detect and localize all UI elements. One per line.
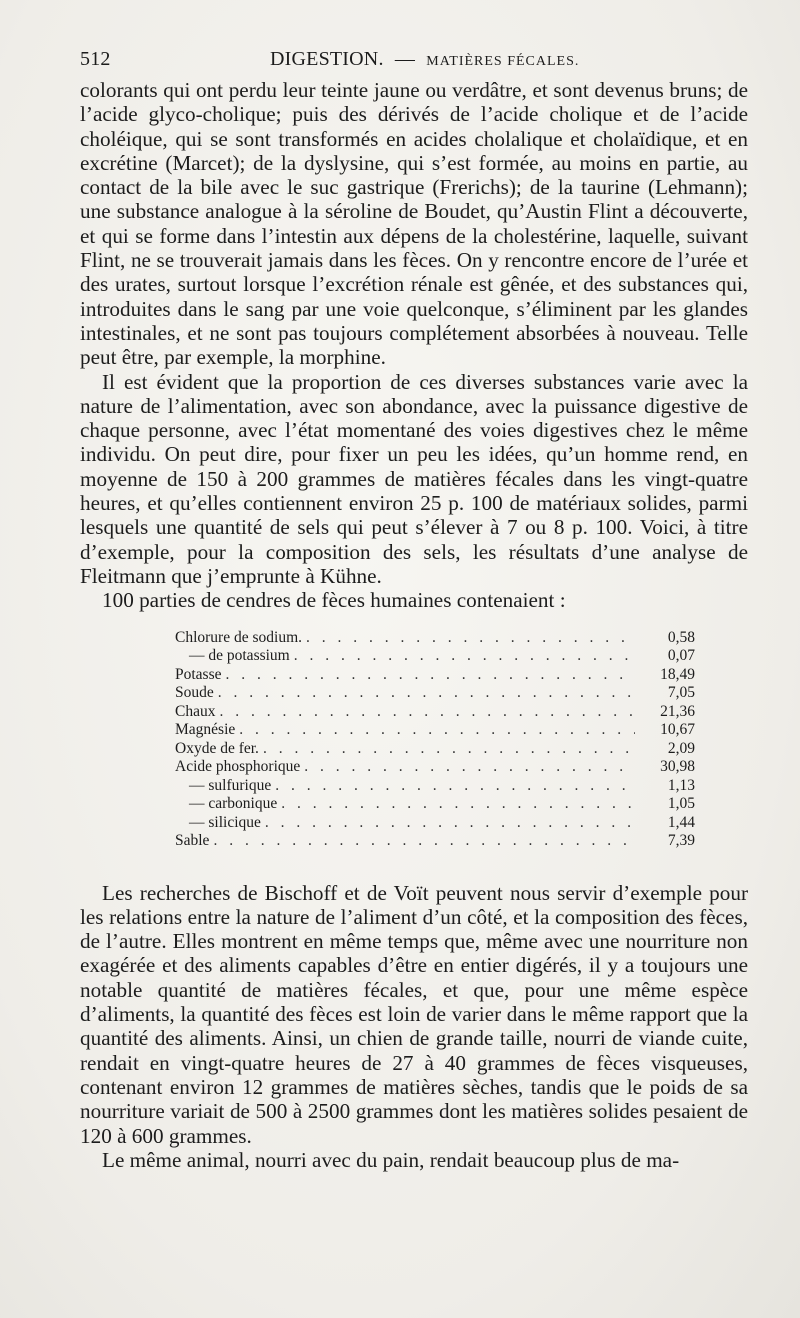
leader-dots (218, 684, 635, 703)
table-row (175, 795, 695, 814)
leader-dots (275, 777, 635, 796)
page-body (80, 78, 748, 1172)
page-number: 512 (80, 48, 111, 70)
ash-composition-table (175, 629, 695, 851)
table-row (175, 629, 695, 648)
header-dash: — (394, 48, 416, 70)
row-value: 1,44 (667, 813, 695, 831)
table-row (175, 666, 695, 685)
row-label: — silicique (189, 813, 261, 831)
table-row (175, 814, 695, 833)
row-label: Oxyde de fer. (175, 739, 259, 757)
table-row (175, 758, 695, 777)
table-row (175, 777, 695, 796)
leader-dots (265, 814, 635, 833)
row-value: 1,13 (667, 776, 695, 794)
running-header (80, 40, 748, 78)
leader-dots (226, 666, 636, 685)
leader-dots (304, 758, 635, 777)
row-label: Soude (175, 684, 214, 702)
table-row (175, 832, 695, 851)
row-label: — sulfurique (189, 776, 272, 794)
row-value: 0,07 (667, 647, 695, 665)
paragraph-continued: colorants qui ont perdu leur teinte jaune ou verdâtre, et sont devenus bruns; de l’acide glyco-cholique; puis des dérivés de l’acide cholique et de l’acide choléique, qui se sont transformés en acides cholalique et cholaïdique, et en excrétine (Marcet); de la dyslysine, qui s’est formée, au moins en partie, au contact de la bile avec le suc gastrique (Frerichs); de la taurine (Lehmann); une substance analogue à la séroline de Boudet, qu’Austin Flint a découverte, et qui se forme dans l’intestin aux dépens de la cholestérine, laquelle, suivant Flint, ne se trouverait jamais dans les fèces. On y rencontre encore de l’urée et des urates, surtout lorsque l’excrétion rénale est gênée, et des substances qui, introduites dans le sang par une voie quelconque, s’éliminent par les glandes intestinales, et ne sont pas toujours complétement absorbées à nouveau. Telle peut être, par exemple, la morphine. (80, 78, 748, 370)
row-value: 30,98 (660, 758, 695, 776)
leader-dots (239, 721, 635, 740)
leader-dots (213, 832, 635, 851)
running-title (270, 40, 579, 81)
row-label: Potasse (175, 665, 222, 683)
row-value: 2,09 (667, 739, 695, 757)
leader-dots (281, 795, 635, 814)
row-label: Chlorure de sodium. (175, 628, 302, 646)
row-label: Acide phosphorique (175, 758, 301, 776)
paragraph-proportion: Il est évident que la proportion de ces diverses substances varie avec la nature de l’alimentation, avec son abondance, avec la puissance digestive de chaque personne, avec l’état momentané des voies digestives chez le même individu. On peut dire, pour fixer un peu les idées, qu’un homme rend, en moyenne de 150 à 200 grammes de matières fécales dans les vingt-quatre heures, et qu’elles contiennent environ 25 p. 100 de matériaux solides, parmi lesquels une quantité de sels qui peut s’élever à 7 ou 8 p. 100. Voici, à titre d’exemple, pour la composition des sels, les résultats d’une analyse de Fleitmann que j’emprunte à Kühne. (80, 369, 748, 588)
row-value: 10,67 (660, 721, 695, 739)
leader-dots (294, 647, 635, 666)
section-title: MATIÈRES FÉCALES. (426, 54, 580, 69)
table-row (175, 684, 695, 703)
table-row (175, 721, 695, 740)
row-label: — de potassium (189, 647, 290, 665)
row-label: Sable (175, 832, 210, 850)
paragraph-bischoff-voit: Les recherches de Bischoff et de Voït peuvent nous servir d’exemple pour les relations entre la nature de l’aliment d’un côté, et la composition des fèces, de l’autre. Elles montrent en même temps que, même avec une nourriture non exagérée et des aliments capables d’être en entier digérés, il y a toujours une notable quantité de matières fécales, et que, pour une même espèce d’aliments, la quantité des fèces est loin de varier dans le même rapport que la quantité des aliments. Ainsi, un chien de grande taille, nourri de viande cuite, rendait en vingt-quatre heures de 27 à 40 grammes de fèces visqueuses, contenant environ 12 grammes de matières sèches, tandis que le poids de sa nourriture variait de 500 à 2500 grammes dont les matières solides pesaient de 120 à 600 grammes. (80, 880, 748, 1148)
row-value: 21,36 (660, 702, 695, 720)
leader-dots (219, 703, 635, 722)
leader-dots (263, 740, 635, 759)
row-value: 7,05 (667, 684, 695, 702)
table-row (175, 703, 695, 722)
table-intro: 100 parties de cendres de fèces humaines contenaient : (102, 588, 566, 613)
row-value: 1,05 (667, 795, 695, 813)
chapter-title: DIGESTION. (270, 48, 384, 70)
row-value: 0,58 (667, 628, 695, 646)
leader-dots (306, 629, 635, 648)
row-value: 18,49 (660, 665, 695, 683)
table-row (175, 647, 695, 666)
row-label: Chaux (175, 702, 216, 720)
row-label: Magnésie (175, 721, 236, 739)
paragraph-bread: Le même animal, nourri avec du pain, rendait beaucoup plus de ma- (102, 1147, 680, 1172)
row-value: 7,39 (667, 832, 695, 850)
row-label: — carbonique (189, 795, 278, 813)
table-row (175, 740, 695, 759)
